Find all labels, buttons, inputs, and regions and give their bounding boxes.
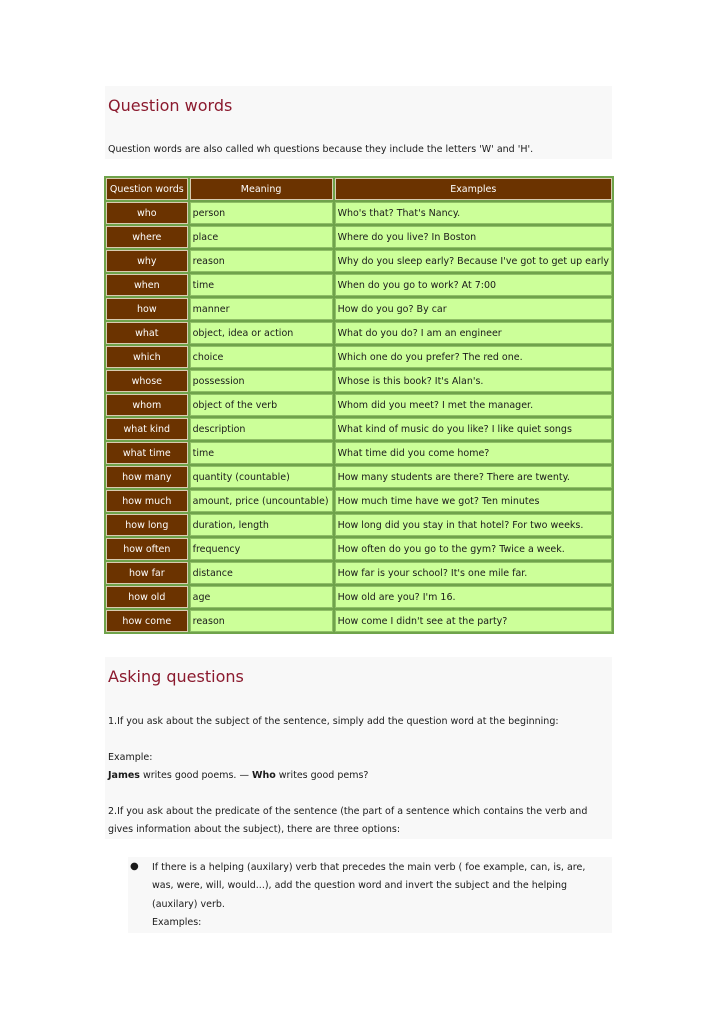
table-row [106,274,612,296]
question-word-cell: when [106,274,188,296]
meaning-cell: time [190,442,333,464]
table-row [106,394,612,416]
meaning-cell: reason [190,250,333,272]
example-cell: How often do you go to the gym? Twice a week. [335,538,612,560]
table-row [106,226,612,248]
table-row [106,514,612,536]
bullet-examples-label: Examples: [152,917,202,928]
example-question-word: Who [251,770,276,781]
table-row [106,466,612,488]
example-cell: Whom did you meet? I met the manager. [335,394,612,416]
example-cell: How much time have we got? Ten minutes [335,490,612,512]
meaning-cell: distance [190,562,333,584]
example-subject: James [108,770,140,781]
example-cell: Why do you sleep early? Because I've got to get up early [335,250,612,272]
example-cell: What kind of music do you like? I like quiet songs [335,418,612,440]
intro-paragraph: Question words are also called wh questions because they include the letters 'W' and 'H'. [108,144,534,155]
question-word-cell: how old [106,586,188,608]
table-row [106,538,612,560]
meaning-cell: description [190,418,333,440]
question-word-cell: how many [106,466,188,488]
table-row [106,490,612,512]
header-examples: Examples [335,178,612,200]
bullet-icon: ● [130,861,139,872]
example-cell: What time did you come home? [335,442,612,464]
meaning-cell: choice [190,346,333,368]
question-word-cell: how much [106,490,188,512]
table-body [106,202,612,632]
header-question-words: Question words [106,178,188,200]
example-rest: writes good poems. — [139,770,252,781]
example-cell: How come I didn't see at the party? [335,610,612,632]
bullet-text-line-2: was, were, will, would...), add the question word and invert the subject and the helping [152,880,567,891]
question-word-cell: how long [106,514,188,536]
bullet-text-line-3: (auxilary) verb. [152,899,225,910]
question-word-cell: whom [106,394,188,416]
table-row [106,298,612,320]
example-cell: Which one do you prefer? The red one. [335,346,612,368]
question-word-cell: what [106,322,188,344]
table-row [106,442,612,464]
table-row [106,322,612,344]
example-cell: What do you do? I am an engineer [335,322,612,344]
bullet-text-line-1: If there is a helping (auxilary) verb that precedes the main verb ( foe example, can, is, are, [152,862,586,873]
meaning-cell: person [190,202,333,224]
question-word-cell: how come [106,610,188,632]
table-row [106,250,612,272]
meaning-cell: object of the verb [190,394,333,416]
table-row [106,586,612,608]
meaning-cell: possession [190,370,333,392]
example-cell: How long did you stay in that hotel? For two weeks. [335,514,612,536]
example-sentence [108,770,368,781]
question-word-cell: how [106,298,188,320]
table-row [106,370,612,392]
example-cell: How far is your school? It's one mile far. [335,562,612,584]
example-cell: Who's that? That's Nancy. [335,202,612,224]
question-word-cell: what kind [106,418,188,440]
question-word-cell: who [106,202,188,224]
question-words-section [105,86,612,159]
question-word-cell: how far [106,562,188,584]
example-cell: Where do you live? In Boston [335,226,612,248]
section-title: Question words [108,96,233,115]
question-word-cell: what time [106,442,188,464]
point-2-text-line-2: gives information about the subject), there are three options: [108,824,401,835]
example-cell: How old are you? I'm 16. [335,586,612,608]
table-header-row [106,178,612,200]
table-row [106,346,612,368]
point-1-text: 1.If you ask about the subject of the sentence, simply add the question word at the beginning: [108,716,559,727]
point-2-text-line-1: 2.If you ask about the predicate of the sentence (the part of a sentence which contains the verb and [108,806,588,817]
bullet-list-item [128,857,612,933]
example-label: Example: [108,752,153,763]
table-row [106,418,612,440]
table-row [106,202,612,224]
meaning-cell: manner [190,298,333,320]
question-word-cell: which [106,346,188,368]
meaning-cell: time [190,274,333,296]
asking-questions-section [105,657,612,839]
meaning-cell: duration, length [190,514,333,536]
example-cell: How many students are there? There are twenty. [335,466,612,488]
question-word-cell: how often [106,538,188,560]
meaning-cell: age [190,586,333,608]
table-row [106,610,612,632]
meaning-cell: frequency [190,538,333,560]
meaning-cell: amount, price (uncountable) [190,490,333,512]
meaning-cell: place [190,226,333,248]
example-cell: Whose is this book? It's Alan's. [335,370,612,392]
meaning-cell: quantity (countable) [190,466,333,488]
example-question: writes good pems? [275,770,369,781]
section-title: Asking questions [108,667,244,686]
question-word-cell: whose [106,370,188,392]
meaning-cell: reason [190,610,333,632]
question-word-cell: where [106,226,188,248]
question-words-table [104,176,614,634]
question-word-cell: why [106,250,188,272]
example-cell: How do you go? By car [335,298,612,320]
table-row [106,562,612,584]
example-cell: When do you go to work? At 7:00 [335,274,612,296]
header-meaning: Meaning [190,178,333,200]
meaning-cell: object, idea or action [190,322,333,344]
